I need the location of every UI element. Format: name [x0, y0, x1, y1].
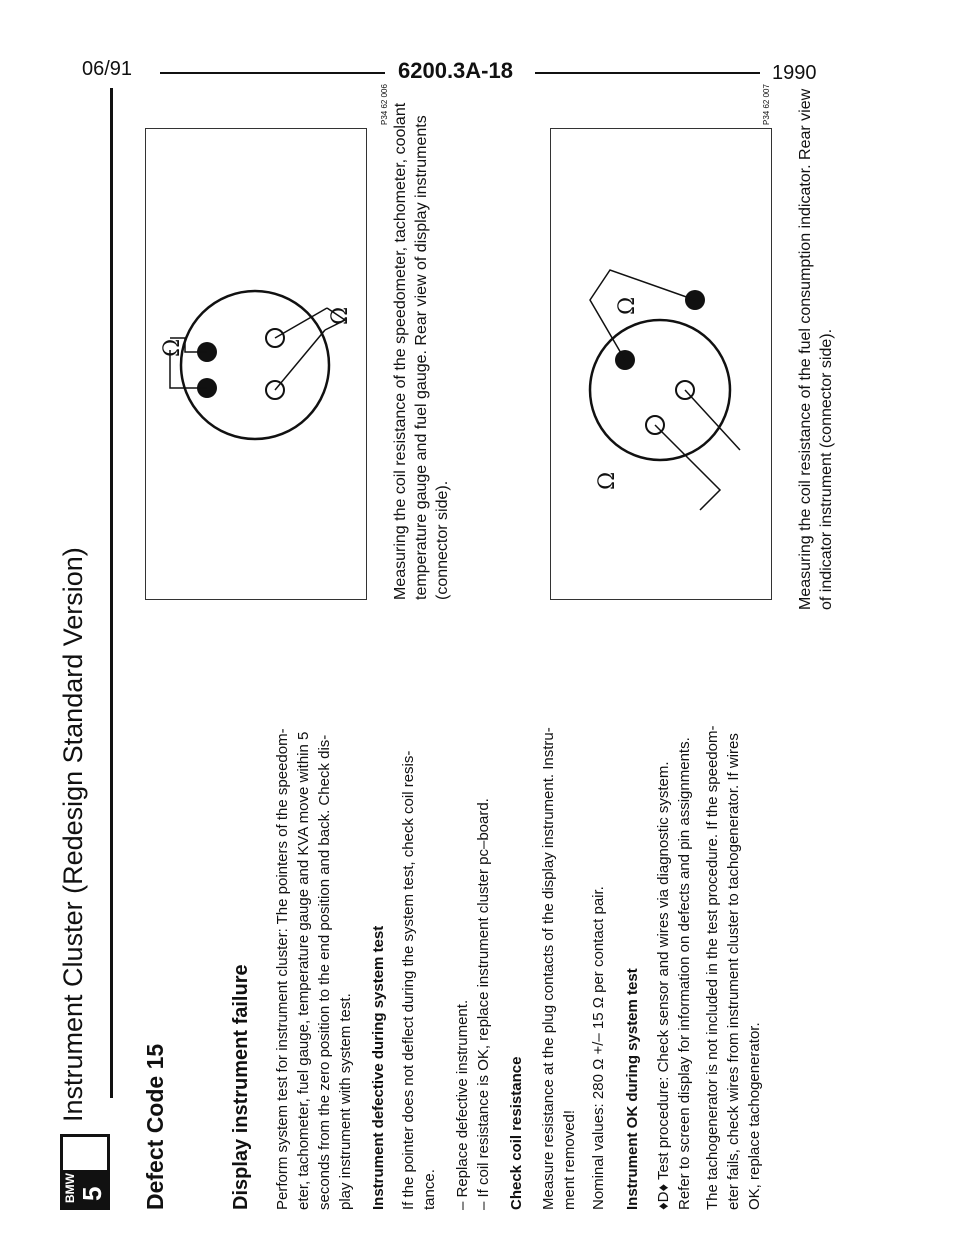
figure-2-diagram [550, 130, 770, 600]
display-failure-line: eter, tachometer, fuel gauge, temperature gauge and KVA move within 5 [295, 731, 312, 1210]
figure-2-ref: P34 62 007 [762, 84, 771, 125]
figure-2-caption: Measuring the coil resistance of the fuel consumption indicator. Rear view [797, 88, 814, 610]
badge-blank-cell [63, 1137, 107, 1173]
display-failure-line: seconds from the zero position to the end position and back. Check dis- [316, 734, 333, 1210]
badge-brand: BMW [63, 1173, 77, 1203]
ok-diag-line: ♦D♦ Test procedure: Check sensor and wires via diagnostic system. [655, 761, 672, 1210]
coil-line: ment removed! [561, 1109, 578, 1210]
figure-1-diagram [145, 130, 365, 600]
ok-line: The tachogenerator is not included in the test procedure. If the speedom- [704, 725, 721, 1210]
defective-line: If the pointer does not deflect during the system test, check coil resis- [400, 750, 417, 1210]
figure-1-caption: temperature gauge and fuel gauge. Rear view of display instruments [413, 115, 430, 600]
probe-lead [685, 390, 740, 450]
display-failure-line: play instrument with system test. [337, 993, 354, 1210]
badge-series: 5 [77, 1186, 107, 1201]
probe-lead [275, 308, 327, 338]
header-doc-code: 6200.3A-18 [398, 58, 513, 83]
ok-line: OK, replace tachogenerator. [746, 1022, 763, 1210]
ohm-symbol: Ω [615, 296, 640, 315]
connector-outline [181, 291, 329, 439]
bmw-logo-block [63, 1173, 107, 1207]
ohm-symbol: Ω [595, 471, 620, 490]
defect-code-heading: Defect Code 15 [142, 1043, 168, 1210]
ohm-symbol: Ω [160, 338, 185, 357]
ok-diag-line: Refer to screen display for information on defects and pin assignments. [676, 737, 693, 1210]
section-heading-coil: Check coil resistance [508, 1056, 525, 1210]
coil-line: Measure resistance at the plug contacts of the display instrument. Instru- [540, 727, 557, 1210]
header-year: 1990 [772, 62, 817, 84]
page-title: Instrument Cluster (Redesign Standard Version) [58, 547, 88, 1122]
coil-nominal-values: Nominal values: 280 Ω +/– 15 Ω per contact pair. [590, 886, 607, 1210]
display-failure-line: Perform system test for instrument cluster: The pointers of the speedom- [274, 728, 291, 1210]
ok-line: eter fails, check wires from instrument cluster to tachogenerator. If wires [725, 733, 742, 1210]
defective-bullet: – Replace defective instrument. [454, 999, 471, 1210]
section-heading-display-failure: Display instrument failure [230, 964, 252, 1210]
ohm-symbol: Ω [328, 306, 353, 325]
connector-outline [590, 320, 730, 460]
section-heading-ok: Instrument OK during system test [624, 968, 641, 1210]
defective-line: tance. [421, 1169, 438, 1210]
figure-2-caption: of indicator instrument (connector side). [818, 328, 835, 610]
section-heading-defective: Instrument defective during system test [370, 925, 387, 1210]
figure-1-caption: Measuring the coil resistance of the speedometer, tachometer, coolant [392, 102, 409, 600]
rotated-page-content [50, 50, 910, 1210]
figure-1-ref: P34 62 006 [380, 84, 389, 125]
bmw-series-badge [60, 1134, 110, 1210]
figure-1-caption: (connector side). [434, 480, 451, 600]
header-date: 06/91 [82, 58, 133, 80]
defective-bullet: – If coil resistance is OK, replace instrument cluster pc–board. [475, 798, 492, 1210]
